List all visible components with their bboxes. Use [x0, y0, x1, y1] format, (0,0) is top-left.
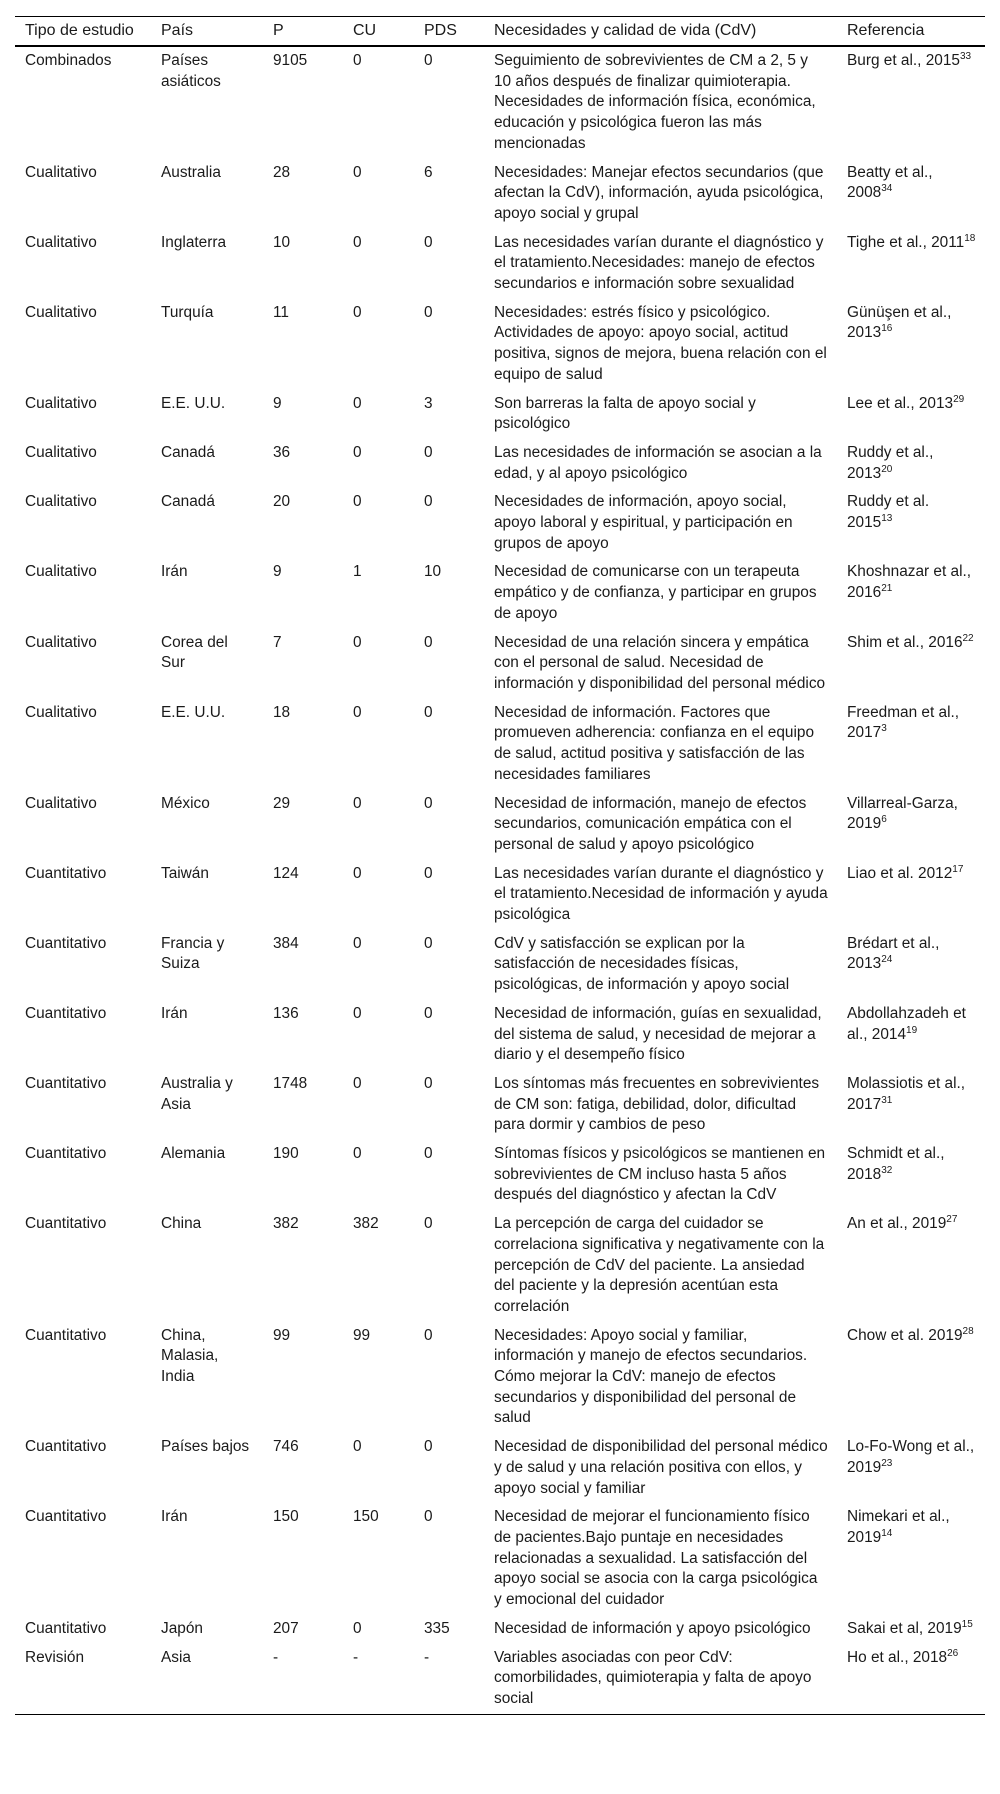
reference-number: 18 [964, 232, 976, 244]
cell-referencia [837, 1503, 985, 1615]
cell-tipo: Cualitativo [25, 233, 97, 251]
reference-text: Freedman et al., 2017 [847, 703, 960, 742]
table-row [15, 860, 985, 930]
cell-cu: 0 [353, 794, 362, 812]
cell-cu: 0 [353, 703, 362, 721]
cell-pds: 335 [424, 1619, 450, 1637]
reference-text: Beatty et al., 2008 [847, 163, 933, 202]
cell-p: 382 [273, 1215, 299, 1233]
cell-tipo: Cuantitativo [25, 1619, 107, 1637]
table-row [15, 488, 985, 558]
reference-number: 32 [881, 1164, 893, 1176]
cell-pais: China, Malasia, India [161, 1326, 219, 1386]
cell-pds: 0 [424, 52, 433, 69]
cell-necesidades: Necesidades: estrés físico y psicológico. Actividades de apoyo: apoyo social, actitud positiva, signos de mejora, buena relación con el equipo de salud [494, 303, 827, 383]
cell-pds: 0 [424, 703, 433, 721]
cell-cu: 0 [353, 1004, 362, 1022]
cell-cu: 0 [353, 1074, 362, 1092]
reference-text: Sakai et al, 2019 [847, 1619, 962, 1637]
table-row [15, 930, 985, 1000]
cell-tipo: Combinados [25, 52, 112, 69]
cell-necesidades: Necesidad de una relación sincera y empática con el personal de salud. Necesidad de información y disponibilidad del personal médico [494, 633, 826, 692]
cell-p: 150 [273, 1508, 299, 1526]
cell-referencia [837, 439, 985, 488]
cell-pais: Corea del Sur [161, 633, 228, 672]
reference-number: 34 [881, 183, 893, 195]
cell-cu: 0 [353, 1619, 362, 1637]
cell-pais: Australia y Asia [161, 1074, 233, 1113]
cell-necesidades: Síntomas físicos y psicológicos se mantienen en sobrevivientes de CM incluso hasta 5 años después del diagnóstico y afectan la CdV [494, 1145, 826, 1204]
cell-pds: 0 [424, 934, 433, 952]
cell-pais: Francia y Suiza [161, 934, 225, 973]
cell-p: 124 [273, 864, 299, 882]
cell-tipo: Cualitativo [25, 394, 97, 412]
table-row [15, 558, 985, 628]
cell-p: 9105 [273, 52, 308, 69]
table-row [15, 159, 985, 229]
cell-tipo: Cualitativo [25, 703, 97, 721]
reference-number: 23 [881, 1457, 893, 1469]
cell-pds: 3 [424, 394, 433, 412]
reference-number: 24 [881, 954, 893, 966]
cell-tipo: Cuantitativo [25, 1326, 107, 1344]
cell-cu: 0 [353, 633, 362, 651]
cell-pais: Australia [161, 163, 221, 181]
table-row [15, 229, 985, 299]
cell-referencia [837, 860, 985, 930]
cell-pds: 0 [424, 443, 433, 461]
cell-cu: 0 [353, 233, 362, 251]
cell-referencia [837, 1070, 985, 1140]
cell-necesidades: CdV y satisfacción se explican por la satisfacción de necesidades físicas, psicológicas, de información y apoyo social [494, 934, 790, 994]
cell-p: 20 [273, 493, 291, 511]
cell-cu: 0 [353, 934, 362, 952]
cell-referencia [837, 1140, 985, 1210]
cell-tipo: Cuantitativo [25, 1074, 107, 1092]
cell-tipo: Cualitativo [25, 633, 97, 651]
cell-necesidades: Necesidad de información. Factores que promueven adherencia: confianza en el equipo de salud, actitud positiva y satisfacción de las necesidades familiares [494, 703, 815, 783]
cell-pds: 6 [424, 163, 433, 181]
cell-pais: Japón [161, 1619, 203, 1637]
table-row [15, 46, 985, 159]
reference-number: 29 [953, 393, 965, 405]
cell-tipo: Revisión [25, 1648, 85, 1666]
reference-text: Khoshnazar et al., 2016 [847, 563, 972, 602]
reference-text: Ruddy et al., 2013 [847, 443, 934, 482]
cell-p: 29 [273, 794, 291, 812]
table-row [15, 1322, 985, 1434]
cell-tipo: Cuantitativo [25, 934, 107, 952]
table-body [15, 46, 985, 1714]
cell-cu: 0 [353, 163, 362, 181]
cell-pds: 10 [424, 563, 442, 581]
cell-pds: 0 [424, 1145, 433, 1163]
cell-necesidades: Los síntomas más frecuentes en sobrevivientes de CM son: fatiga, debilidad, dolor, dificultad para dormir y cambios de peso [494, 1074, 820, 1134]
cell-referencia [837, 488, 985, 558]
cell-pds: 0 [424, 1438, 433, 1456]
cell-tipo: Cuantitativo [25, 1215, 107, 1233]
cell-pais: Alemania [161, 1145, 226, 1163]
cell-pais: México [161, 794, 210, 812]
reference-text: Lo-Fo-Wong et al., 2019 [847, 1438, 975, 1476]
reference-number: 31 [881, 1094, 893, 1106]
reference-text: Nimekari et al., 2019 [847, 1508, 950, 1546]
cell-p: 1748 [273, 1074, 308, 1092]
cell-necesidades: Las necesidades varían durante el diagnóstico y el tratamiento.Necesidad de información y ayuda psicológica [494, 864, 828, 924]
cell-necesidades: Necesidades: Apoyo social y familiar, información y manejo de efectos secundarios. Cómo mejorar la CdV: manejo de efectos secundarios y disponibilidad del personal de salud [494, 1326, 808, 1427]
cell-pais: Irán [161, 563, 188, 581]
cell-pds: 0 [424, 864, 433, 882]
cell-pds: 0 [424, 233, 433, 251]
cell-pais: Taiwán [161, 864, 209, 882]
cell-tipo: Cuantitativo [25, 1145, 107, 1163]
cell-pais: Irán [161, 1508, 188, 1526]
header-pais: País [161, 22, 194, 39]
cell-cu: 0 [353, 52, 362, 69]
cell-pais: Asia [161, 1648, 191, 1666]
cell-pais: Países asiáticos [161, 52, 221, 90]
cell-p: 18 [273, 703, 291, 721]
reference-text: Abdollahzadeh et al., 2014 [847, 1004, 966, 1043]
cell-tipo: Cualitativo [25, 493, 97, 511]
cell-cu: - [353, 1648, 359, 1666]
cell-necesidades: Son barreras la falta de apoyo social y psicológico [494, 394, 756, 433]
table-row [15, 1140, 985, 1210]
table-row [15, 1000, 985, 1070]
cell-cu: 0 [353, 493, 362, 511]
header-necesidades: Necesidades y calidad de vida (CdV) [494, 22, 757, 39]
cell-referencia [837, 699, 985, 790]
reference-text: Günüşen et al., 2013 [847, 303, 952, 342]
cell-necesidades: Seguimiento de sobrevivientes de CM a 2, 5 y 10 años después de finalizar quimioterapia. Necesidades de información física, económica, educación y psicológica fueron las más mencionadas [494, 52, 816, 152]
cell-p: 9 [273, 563, 282, 581]
cell-necesidades: Necesidad de información y apoyo psicológico [494, 1619, 811, 1637]
reference-text: An et al., 2019 [847, 1215, 947, 1233]
cell-referencia [837, 390, 985, 439]
cell-cu: 0 [353, 1438, 362, 1456]
header-referencia: Referencia [847, 22, 925, 39]
reference-number: 21 [881, 583, 893, 595]
cell-pais: Canadá [161, 493, 215, 511]
cell-p: 136 [273, 1004, 299, 1022]
reference-text: Lee et al., 2013 [847, 394, 954, 412]
studies-table-container [15, 16, 985, 1715]
reference-number: 22 [962, 632, 974, 644]
cell-necesidades: Necesidad de comunicarse con un terapeuta empático y de confianza, y participar en grupos de apoyo [494, 563, 817, 622]
cell-p: 746 [273, 1438, 299, 1456]
table-row [15, 629, 985, 699]
cell-pais: Países bajos [161, 1438, 250, 1456]
cell-p: 207 [273, 1619, 299, 1637]
cell-cu: 99 [353, 1326, 371, 1344]
cell-pais: Turquía [161, 303, 214, 321]
table-row [15, 1615, 985, 1644]
cell-cu: 382 [353, 1215, 379, 1233]
cell-p: 36 [273, 443, 291, 461]
table-row [15, 699, 985, 790]
cell-p: 99 [273, 1326, 291, 1344]
reference-number: 13 [881, 513, 893, 525]
reference-text: Brédart et al., 2013 [847, 934, 940, 973]
cell-referencia [837, 159, 985, 229]
cell-cu: 150 [353, 1508, 379, 1526]
cell-p: 384 [273, 934, 299, 952]
cell-pds: 0 [424, 1215, 433, 1233]
reference-number: 3 [881, 723, 887, 735]
cell-cu: 0 [353, 443, 362, 461]
cell-pais: China [161, 1215, 202, 1233]
cell-cu: 0 [353, 1145, 362, 1163]
reference-number: 15 [961, 1618, 973, 1630]
cell-cu: 0 [353, 864, 362, 882]
cell-pds: 0 [424, 1004, 433, 1022]
cell-pds: - [424, 1648, 430, 1666]
cell-necesidades: Necesidades: Manejar efectos secundarios (que afectan la CdV), información, ayuda psicológica, apoyo social y grupal [494, 163, 824, 222]
cell-referencia [837, 629, 985, 699]
cell-necesidades: Necesidad de información, guías en sexualidad, del sistema de salud, y necesidad de mejorar a diario y el desempeño físico [494, 1004, 822, 1064]
cell-referencia [837, 930, 985, 1000]
cell-tipo: Cualitativo [25, 563, 97, 581]
cell-cu: 1 [353, 563, 362, 581]
cell-tipo: Cuantitativo [25, 1438, 107, 1456]
cell-pais: Inglaterra [161, 233, 227, 251]
table-header [15, 17, 985, 47]
cell-referencia [837, 1615, 985, 1644]
cell-p: 190 [273, 1145, 299, 1163]
cell-p: - [273, 1648, 279, 1666]
cell-tipo: Cuantitativo [25, 864, 107, 882]
reference-number: 33 [959, 51, 972, 62]
reference-text: Ruddy et al. 2015 [847, 493, 930, 532]
cell-pds: 0 [424, 1326, 433, 1344]
cell-pais: Irán [161, 1004, 188, 1022]
header-p: P [273, 22, 284, 39]
cell-tipo: Cuantitativo [25, 1508, 107, 1526]
cell-necesidades: Necesidad de información, manejo de efectos secundarios, comunicación empática con el personal de salud y apoyo psicológico [494, 794, 807, 853]
table-row [15, 790, 985, 860]
table-row [15, 1503, 985, 1615]
table-row [15, 1070, 985, 1140]
cell-p: 7 [273, 633, 282, 651]
reference-text: Liao et al. 2012 [847, 864, 953, 882]
reference-text: Molassiotis et al., 2017 [847, 1074, 966, 1113]
reference-number: 16 [881, 323, 893, 335]
reference-number: 26 [947, 1647, 959, 1659]
header-cu: CU [353, 22, 377, 39]
reference-text: Burg et al., 2015 [847, 52, 960, 69]
table-row [15, 1433, 985, 1503]
cell-pais: E.E. U.U. [161, 703, 226, 721]
cell-pais: E.E. U.U. [161, 394, 226, 412]
cell-necesidades: Necesidad de disponibilidad del personal médico y de salud y una relación positiva con ellos, y apoyo social y familiar [494, 1438, 828, 1497]
cell-necesidades: Las necesidades varían durante el diagnóstico y el tratamiento.Necesidades: manejo de efectos secundarios e información sobre sexualidad [494, 233, 824, 293]
cell-necesidades: La percepción de carga del cuidador se correlaciona significativa y negativamente con la percepción de CdV del paciente. La ansiedad del paciente y la depresión acentúan esta correlación [494, 1215, 825, 1315]
reference-number: 6 [881, 814, 887, 826]
table-row [15, 439, 985, 488]
cell-referencia [837, 1644, 985, 1715]
table-row [15, 299, 985, 390]
reference-number: 14 [881, 1528, 893, 1539]
reference-text: Tighe et al., 2011 [847, 233, 965, 251]
cell-necesidades: Necesidades de información, apoyo social, apoyo laboral y espiritual, y participación en grupos de apoyo [494, 493, 793, 552]
cell-pds: 0 [424, 303, 433, 321]
cell-p: 11 [273, 303, 289, 321]
cell-referencia [837, 229, 985, 299]
cell-necesidades: Variables asociadas con peor CdV: comorbilidades, quimioterapia y falta de apoyo social [494, 1648, 812, 1707]
cell-pais: Canadá [161, 443, 215, 461]
reference-text: Shim et al., 2016 [847, 633, 963, 651]
cell-necesidades: Necesidad de mejorar el funcionamiento físico de pacientes.Bajo puntaje en necesidades relacionadas a sexualidad. La satisfacción del apoyo social se asocia con la carga psicológica y emocional del cuidador [494, 1508, 818, 1609]
table-row [15, 1210, 985, 1322]
cell-cu: 0 [353, 394, 362, 412]
cell-pds: 0 [424, 493, 433, 511]
reference-text: Schmidt et al., 2018 [847, 1145, 945, 1183]
cell-tipo: Cualitativo [25, 443, 97, 461]
cell-pds: 0 [424, 633, 433, 651]
cell-referencia [837, 558, 985, 628]
reference-number: 19 [906, 1024, 918, 1036]
cell-cu: 0 [353, 303, 362, 321]
header-tipo: Tipo de estudio [25, 22, 134, 39]
cell-pds: 0 [424, 1074, 433, 1092]
cell-referencia [837, 1322, 985, 1434]
reference-text: Villarreal-Garza, 2019 [847, 794, 958, 833]
studies-table [15, 16, 985, 1715]
cell-tipo: Cuantitativo [25, 1004, 107, 1022]
cell-referencia [837, 790, 985, 860]
cell-tipo: Cualitativo [25, 303, 97, 321]
table-row [15, 1644, 985, 1715]
cell-p: 10 [273, 233, 291, 251]
reference-number: 28 [962, 1325, 974, 1337]
reference-number: 20 [881, 463, 893, 475]
header-row [15, 17, 985, 47]
cell-referencia [837, 1433, 985, 1503]
reference-text: Chow et al. 2019 [847, 1326, 963, 1344]
cell-p: 28 [273, 163, 291, 181]
cell-referencia [837, 1210, 985, 1322]
cell-tipo: Cualitativo [25, 794, 97, 812]
cell-referencia [837, 299, 985, 390]
header-pds: PDS [424, 22, 457, 39]
cell-pds: 0 [424, 1508, 433, 1526]
cell-referencia [837, 46, 985, 159]
cell-p: 9 [273, 394, 282, 412]
cell-referencia [837, 1000, 985, 1070]
cell-tipo: Cualitativo [25, 163, 97, 181]
reference-text: Ho et al., 2018 [847, 1648, 948, 1666]
reference-number: 17 [952, 863, 964, 875]
table-row [15, 390, 985, 439]
reference-number: 27 [946, 1214, 958, 1226]
cell-necesidades: Las necesidades de información se asocian a la edad, y al apoyo psicológico [494, 443, 822, 482]
cell-pds: 0 [424, 794, 433, 812]
